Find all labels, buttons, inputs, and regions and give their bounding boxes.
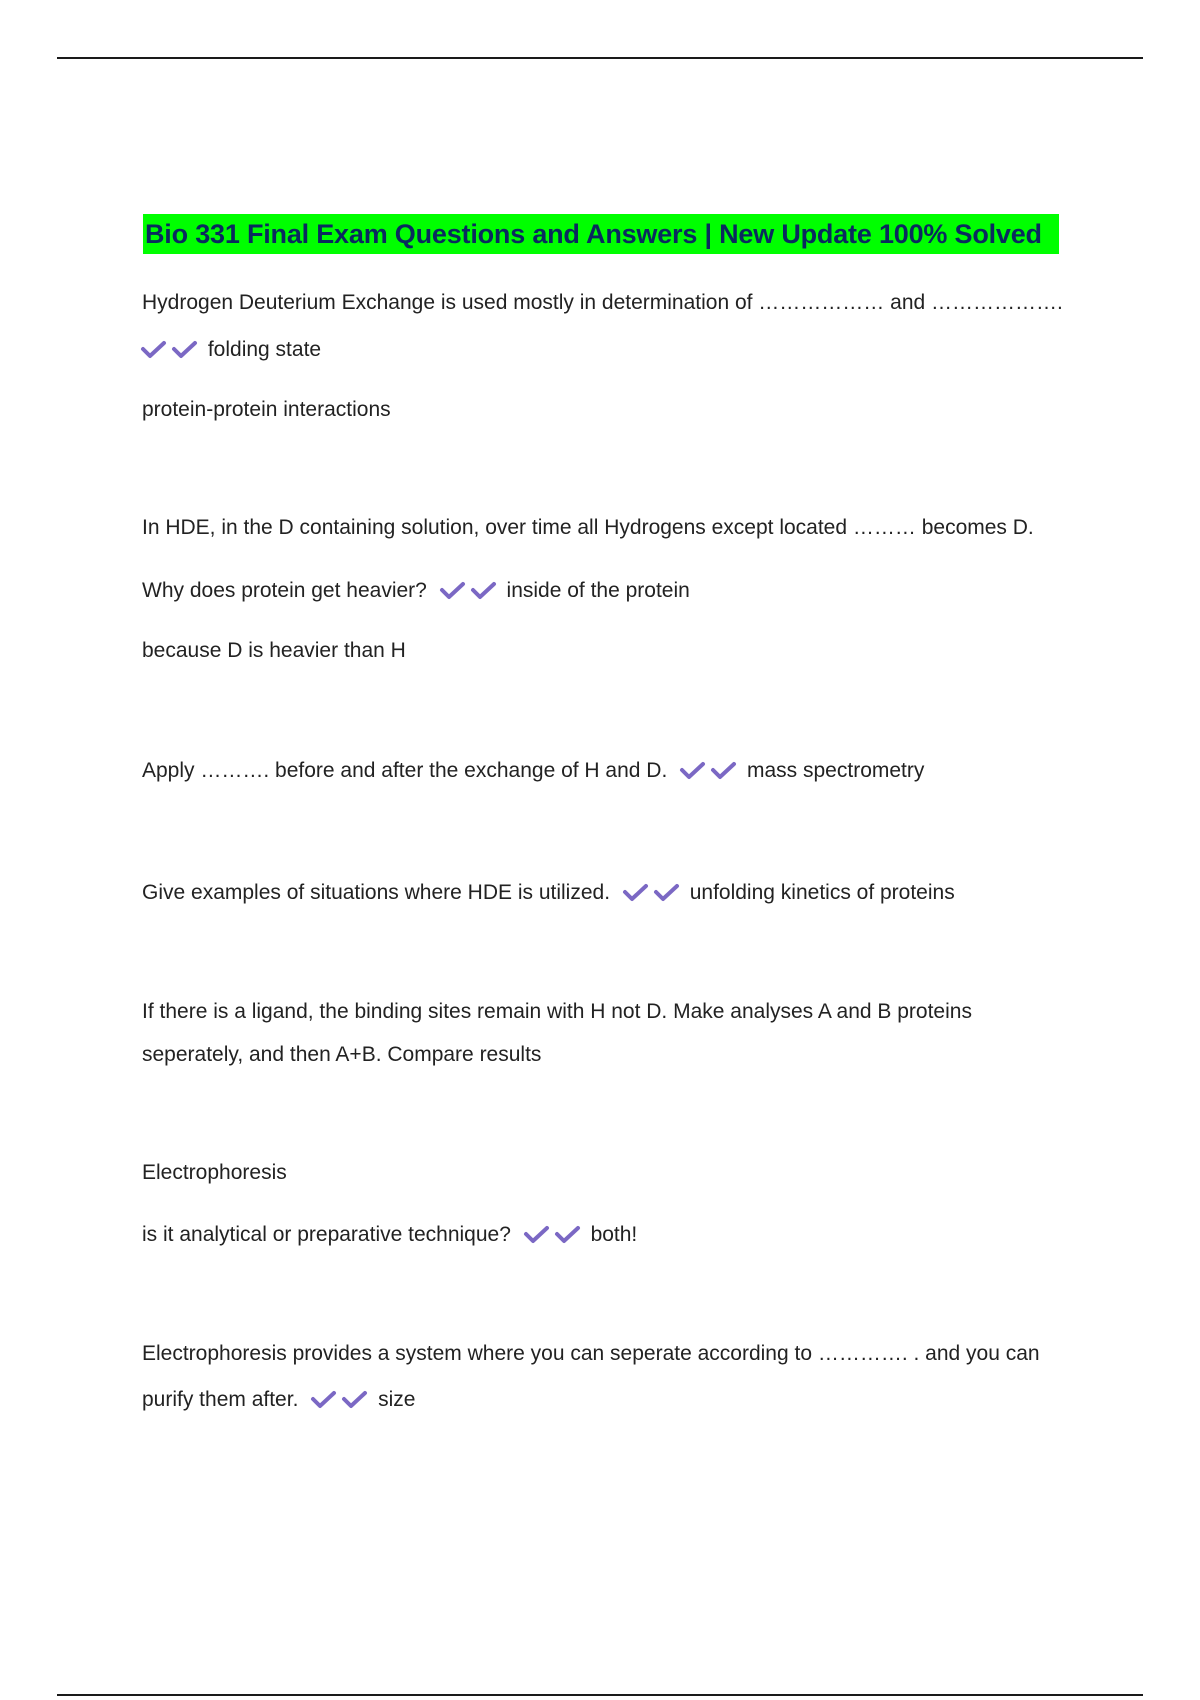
qa-line: [142, 397, 391, 423]
question-text: Give examples of situations where HDE is utilized.: [142, 881, 611, 904]
qa-line: [142, 578, 690, 608]
double-checkmark-icon: [310, 1388, 370, 1417]
document-title: Bio 331 Final Exam Questions and Answers | New Update 100% Solved: [145, 218, 1042, 249]
question-text: Electrophoresis: [142, 1161, 287, 1184]
question-text: because D is heavier than H: [142, 639, 406, 662]
header-rule: [57, 57, 1143, 59]
qa-line: [142, 1341, 1040, 1367]
double-checkmark-icon: [439, 579, 499, 608]
answer-text: mass spectrometry: [747, 759, 925, 782]
title-highlight: [143, 214, 1059, 254]
qa-line: [142, 337, 321, 367]
double-checkmark-icon: [523, 1223, 583, 1252]
question-text: Hydrogen Deuterium Exchange is used mostly in determination of ……………… and ……………….: [142, 291, 1063, 314]
qa-line: [142, 999, 972, 1025]
answer-text: both!: [590, 1223, 638, 1246]
double-checkmark-icon: [140, 338, 200, 367]
answer-text: inside of the protein: [506, 579, 690, 602]
qa-line: [142, 1042, 541, 1068]
answer-text: size: [378, 1388, 416, 1411]
question-text: is it analytical or preparative technique?: [142, 1223, 511, 1246]
double-checkmark-icon: [622, 881, 682, 910]
qa-line: [142, 758, 924, 788]
question-text: protein-protein interactions: [142, 398, 391, 421]
question-text: Why does protein get heavier?: [142, 579, 427, 602]
question-text: In HDE, in the D containing solution, over time all Hydrogens except located ……… becomes D.: [142, 516, 1034, 539]
question-text: Electrophoresis provides a system where you can seperate according to …………. . and you can: [142, 1342, 1040, 1365]
qa-line: [142, 1222, 637, 1252]
question-text: Apply ………. before and after the exchange of H and D.: [142, 759, 668, 782]
qa-line: [142, 515, 1034, 541]
qa-line: [142, 638, 406, 664]
qa-line: [142, 1387, 415, 1417]
qa-line: [142, 1160, 287, 1186]
answer-text: folding state: [207, 338, 322, 361]
question-text: purify them after.: [142, 1388, 299, 1411]
answer-text: unfolding kinetics of proteins: [689, 881, 955, 904]
question-text: seperately, and then A+B. Compare results: [142, 1043, 542, 1066]
qa-line: [142, 880, 955, 910]
qa-line: [142, 290, 1063, 316]
question-text: If there is a ligand, the binding sites remain with H not D. Make analyses A and B proteins: [142, 1000, 972, 1023]
double-checkmark-icon: [679, 759, 739, 788]
footer-rule: [57, 1694, 1143, 1696]
